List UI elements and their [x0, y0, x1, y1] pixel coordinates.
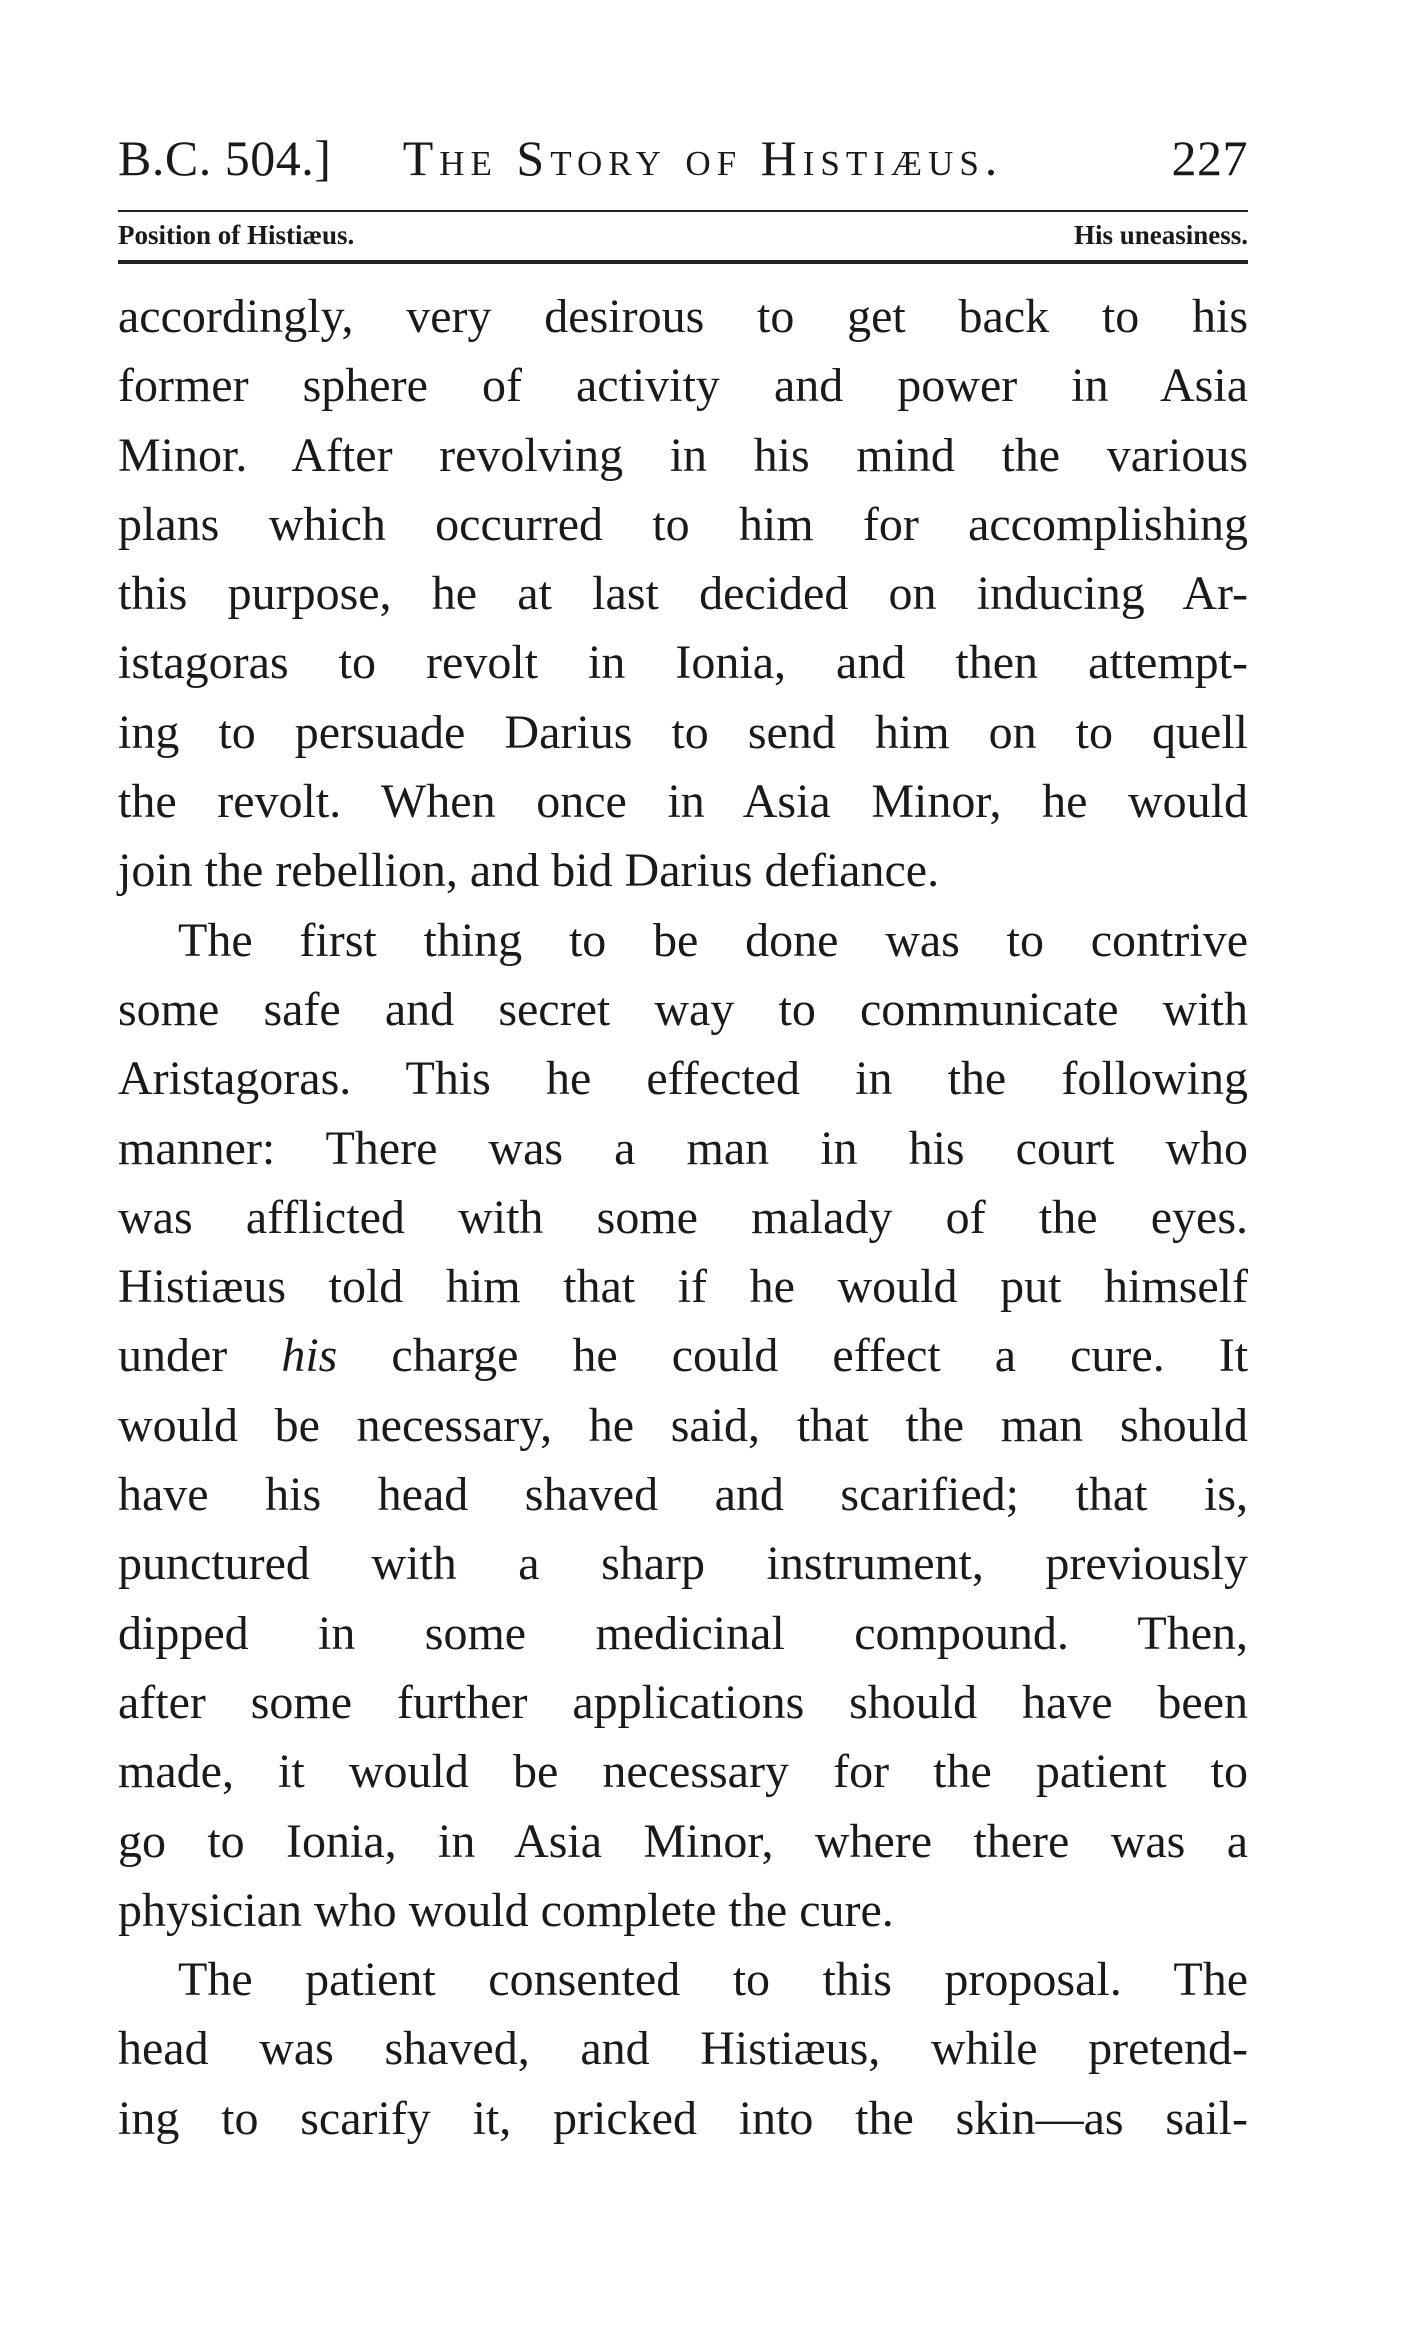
text-line: have his head shaved and scarified; that is, — [118, 1468, 1248, 1522]
text-line: was afflicted with some malady of the eyes. — [118, 1190, 1248, 1244]
text-line: Minor. After revolving in his mind the various — [118, 428, 1248, 482]
marginal-subheads — [118, 212, 1248, 258]
text-line: ing to persuade Darius to send him on to quell — [118, 705, 1248, 759]
text-line: istagoras to revolt in Ionia, and then attempt- — [118, 636, 1248, 690]
text-line: plans which occurred to him for accomplishing — [118, 497, 1248, 551]
text-line: this purpose, he at last decided on inducing Ar- — [118, 567, 1248, 621]
subhead-left: Position of Histiæus. — [118, 220, 355, 250]
book-page — [118, 118, 1248, 2153]
text-line: the revolt. When once in Asia Minor, he would — [118, 775, 1248, 829]
text-line: accordingly, very desirous to get back to his — [118, 290, 1248, 343]
chapter-title: The Story of Histiæus. — [402, 130, 1004, 186]
subhead-right: His uneasiness. — [1073, 220, 1248, 250]
text-line: head was shaved, and Histiæus, while pretend- — [118, 2022, 1248, 2076]
text-line: punctured with a sharp instrument, previously — [118, 1537, 1248, 1591]
text-line: after some further applications should have been — [118, 1675, 1248, 1729]
text-line: Histiæus told him that if he would put himself — [118, 1260, 1248, 1314]
text-line: The patient consented to this proposal. The — [178, 1953, 1248, 2007]
text-line: ing to scarify it, pricked into the skin—as sail- — [118, 2091, 1248, 2145]
date-reference: B.C. 504.] — [118, 130, 332, 186]
text-line: manner: There was a man in his court who — [118, 1121, 1248, 1175]
text-line: join the rebellion, and bid Darius defiance. — [118, 844, 940, 898]
running-head — [118, 118, 1248, 198]
text-line: some safe and secret way to communicate with — [118, 982, 1248, 1036]
text-line: The first thing to be done was to contrive — [178, 913, 1248, 967]
text-line: made, it would be necessary for the patient to — [118, 1745, 1248, 1799]
italic-word: his — [281, 1329, 338, 1383]
text-line: go to Ionia, in Asia Minor, where there was a — [118, 1814, 1248, 1868]
text-fragment: under — [118, 1329, 228, 1383]
body-text — [118, 282, 1248, 2153]
text-line-mixed — [118, 1321, 1248, 1390]
text-line: Aristagoras. This he effected in the following — [118, 1052, 1248, 1106]
text-line: physician who would complete the cure. — [118, 1883, 894, 1937]
text-fragment: charge he could effect a cure. It — [391, 1329, 1249, 1383]
text-line: dipped in some medicinal compound. Then, — [118, 1606, 1248, 1660]
text-line: would be necessary, he said, that the man should — [118, 1398, 1248, 1452]
text-line: former sphere of activity and power in Asia — [118, 359, 1248, 413]
subhead-rule — [118, 260, 1248, 264]
page-number: 227 — [1171, 130, 1248, 186]
